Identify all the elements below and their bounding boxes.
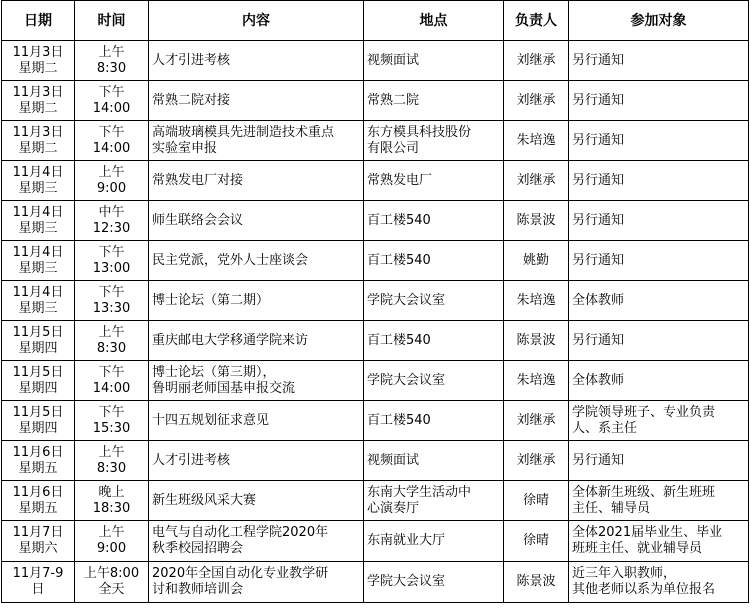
cell-owner-text: 陈景波: [516, 212, 556, 228]
cell-time-text: 上午 8:30: [96, 324, 127, 356]
table-body: [2, 41, 749, 603]
cell-owner: [504, 281, 569, 321]
cell-owner-text: 陈景波: [516, 574, 556, 589]
cell-location-text: 百工楼540: [367, 412, 431, 428]
cell-content-text: 电气与自动化工程学院2020年 秋季校园招聘会: [152, 525, 329, 556]
table-row: [2, 41, 749, 81]
cell-location: [364, 521, 504, 562]
cell-time: [75, 281, 149, 321]
cell-owner: [504, 481, 569, 521]
cell-owner: [504, 241, 569, 281]
cell-time-text: 中午 12:30: [92, 204, 131, 236]
cell-location-text: 百工楼540: [367, 332, 431, 348]
cell-owner-text: 姚勤: [522, 252, 549, 268]
cell-date: [2, 161, 75, 201]
cell-content: [149, 241, 364, 281]
cell-content: [149, 562, 364, 603]
cell-content: [149, 41, 364, 81]
cell-content-text: 十四五规划征求意见: [152, 412, 270, 428]
cell-attendees-text: 全体新生班级、新生班班 主任、辅导员: [572, 484, 716, 516]
cell-owner-text: 陈景波: [516, 332, 556, 348]
cell-owner-text: 徐晴: [522, 492, 549, 508]
cell-time-text: 上午8:00 全天: [83, 566, 140, 597]
table-row: [2, 521, 749, 562]
table-row: [2, 201, 749, 241]
cell-content-text: 师生联络会会议: [152, 212, 244, 228]
cell-location: [364, 121, 504, 161]
cell-location: [364, 81, 504, 121]
cell-date-text: 11月4日 星期三: [12, 204, 64, 236]
cell-location: [364, 361, 504, 401]
cell-location: [364, 321, 504, 361]
cell-date: [2, 401, 75, 441]
cell-content: [149, 361, 364, 401]
cell-date-text: 11月4日 星期三: [12, 164, 64, 196]
cell-date-text: 11月5日 星期四: [12, 324, 64, 356]
cell-owner: [504, 321, 569, 361]
cell-date-text: 11月3日 星期二: [12, 124, 64, 156]
header-owner: 负责人: [504, 1, 569, 41]
cell-content: [149, 161, 364, 201]
cell-content-text: 常熟发电厂对接: [152, 172, 244, 188]
cell-owner: [504, 201, 569, 241]
cell-time: [75, 41, 149, 81]
cell-location-text: 东南大学生活动中 心演奏厅: [367, 484, 472, 516]
cell-location: [364, 481, 504, 521]
cell-attendees: [569, 281, 749, 321]
cell-location-text: 视频面试: [367, 452, 420, 468]
cell-date: [2, 201, 75, 241]
schedule-table: [1, 0, 749, 603]
cell-owner: [504, 121, 569, 161]
cell-date: [2, 521, 75, 562]
cell-date-text: 11月6日 星期五: [12, 444, 64, 476]
cell-attendees-text: 另行通知: [572, 452, 625, 468]
cell-attendees-text: 另行通知: [572, 332, 625, 348]
cell-date: [2, 562, 75, 603]
cell-content-text: 民主党派，党外人士座谈会: [152, 252, 309, 268]
cell-location: [364, 201, 504, 241]
cell-date-text: 11月3日 星期二: [12, 44, 64, 76]
cell-content: [149, 81, 364, 121]
table-row: [2, 81, 749, 121]
cell-location: [364, 41, 504, 81]
cell-time-text: 上午 9:00: [96, 525, 127, 556]
cell-time-text: 上午 8:30: [96, 44, 127, 76]
header-date: 日期: [2, 1, 75, 41]
table-row: [2, 161, 749, 201]
cell-time: [75, 441, 149, 481]
cell-owner-text: 刘继承: [516, 172, 556, 188]
cell-location-text: 学院大会议室: [367, 372, 446, 388]
cell-location: [364, 441, 504, 481]
cell-location-text: 常熟二院: [367, 92, 420, 108]
cell-content-text: 博士论坛（第二期）: [152, 292, 270, 308]
cell-attendees-text: 全体教师: [572, 292, 625, 308]
cell-location-text: 百工楼540: [367, 252, 431, 268]
cell-attendees: [569, 321, 749, 361]
cell-content: [149, 441, 364, 481]
cell-owner-text: 朱培逸: [516, 132, 556, 148]
header-content: 内容: [149, 1, 364, 41]
cell-content-text: 新生班级风采大赛: [152, 492, 257, 508]
cell-location-text: 常熟发电厂: [367, 172, 433, 188]
cell-time-text: 下午 13:00: [92, 244, 131, 276]
cell-content: [149, 521, 364, 562]
cell-attendees-text: 另行通知: [572, 132, 625, 148]
cell-date-text: 11月6日 星期五: [12, 484, 64, 516]
cell-location-text: 东南就业大厅: [367, 533, 446, 548]
header-row: [2, 1, 749, 41]
cell-attendees-text: 另行通知: [572, 172, 625, 188]
table-row: [2, 121, 749, 161]
cell-attendees: [569, 562, 749, 603]
cell-owner-text: 刘继承: [516, 412, 556, 428]
cell-date: [2, 441, 75, 481]
cell-time: [75, 361, 149, 401]
cell-time-text: 下午 14:00: [92, 84, 131, 116]
cell-date-text: 11月4日 星期三: [12, 284, 64, 316]
cell-owner: [504, 401, 569, 441]
cell-attendees: [569, 521, 749, 562]
cell-attendees: [569, 81, 749, 121]
cell-location-text: 视频面试: [367, 52, 420, 68]
cell-location-text: 学院大会议室: [367, 574, 446, 589]
header-time: 时间: [75, 1, 149, 41]
cell-attendees: [569, 121, 749, 161]
cell-owner: [504, 361, 569, 401]
cell-time: [75, 121, 149, 161]
cell-time: [75, 521, 149, 562]
table-row: [2, 241, 749, 281]
cell-content: [149, 401, 364, 441]
cell-content-text: 高端玻璃模具先进制造技术重点 实验室申报: [152, 124, 335, 156]
cell-content: [149, 121, 364, 161]
cell-attendees-text: 全体教师: [572, 372, 625, 388]
cell-owner-text: 朱培逸: [516, 372, 556, 388]
cell-time-text: 晚上 18:30: [92, 484, 131, 516]
cell-time-text: 下午 14:00: [92, 124, 131, 156]
cell-attendees-text: 另行通知: [572, 212, 625, 228]
cell-time: [75, 81, 149, 121]
table-row: [2, 441, 749, 481]
cell-time: [75, 401, 149, 441]
cell-content-text: 2020年全国自动化专业教学研 讨和教师培训会: [152, 566, 329, 597]
cell-attendees: [569, 441, 749, 481]
cell-date: [2, 361, 75, 401]
cell-attendees: [569, 161, 749, 201]
cell-owner-text: 徐晴: [522, 533, 549, 548]
cell-attendees: [569, 201, 749, 241]
cell-date-text: 11月7日 星期六: [12, 525, 64, 556]
cell-date-text: 11月3日 星期二: [12, 84, 64, 116]
cell-date: [2, 121, 75, 161]
cell-owner-text: 刘继承: [516, 452, 556, 468]
cell-content-text: 重庆邮电大学移通学院来访: [152, 332, 309, 348]
cell-time: [75, 321, 149, 361]
cell-time: [75, 201, 149, 241]
cell-content-text: 人才引进考核: [152, 452, 231, 468]
cell-date: [2, 321, 75, 361]
cell-time-text: 上午 9:00: [96, 164, 127, 196]
cell-location: [364, 161, 504, 201]
cell-date: [2, 281, 75, 321]
cell-content-text: 人才引进考核: [152, 52, 231, 68]
cell-time-text: 下午 15:30: [92, 404, 131, 436]
cell-owner: [504, 81, 569, 121]
cell-owner-text: 刘继承: [516, 92, 556, 108]
table-row: [2, 321, 749, 361]
cell-time: [75, 481, 149, 521]
table-row: [2, 361, 749, 401]
cell-owner: [504, 441, 569, 481]
cell-time-text: 下午 14:00: [92, 364, 131, 396]
cell-time-text: 上午 8:30: [96, 444, 127, 476]
cell-attendees-text: 学院领导班子、专业负责 人、系主任: [572, 404, 716, 436]
cell-attendees: [569, 41, 749, 81]
cell-attendees: [569, 401, 749, 441]
header-location: 地点: [364, 1, 504, 41]
cell-owner: [504, 521, 569, 562]
cell-location: [364, 562, 504, 603]
cell-date-text: 11月5日 星期四: [12, 404, 64, 436]
cell-owner: [504, 41, 569, 81]
cell-attendees-text: 全体2021届毕业生、毕业 班班主任、就业辅导员: [572, 525, 723, 556]
cell-date: [2, 41, 75, 81]
cell-content: [149, 281, 364, 321]
cell-date-text: 11月7-9 日: [12, 566, 64, 597]
cell-content-text: 常熟二院对接: [152, 92, 231, 108]
cell-location: [364, 281, 504, 321]
cell-attendees-text: 近三年入职教师， 其他老师以系为单位报名: [572, 566, 716, 597]
cell-attendees: [569, 481, 749, 521]
cell-location: [364, 401, 504, 441]
table-row: [2, 562, 749, 603]
table-row: [2, 481, 749, 521]
cell-location-text: 百工楼540: [367, 212, 431, 228]
cell-date-text: 11月4日 星期三: [12, 244, 64, 276]
table-row: [2, 401, 749, 441]
cell-date-text: 11月5日 星期四: [12, 364, 64, 396]
cell-content: [149, 321, 364, 361]
table-header: [2, 1, 749, 41]
table-row: [2, 281, 749, 321]
cell-date: [2, 81, 75, 121]
cell-date: [2, 481, 75, 521]
cell-time-text: 下午 13:30: [92, 284, 131, 316]
cell-attendees-text: 另行通知: [572, 92, 625, 108]
cell-time: [75, 241, 149, 281]
cell-time: [75, 161, 149, 201]
cell-owner: [504, 161, 569, 201]
cell-attendees: [569, 241, 749, 281]
cell-location-text: 东方模具科技股份 有限公司: [367, 124, 472, 156]
cell-attendees-text: 另行通知: [572, 52, 625, 68]
cell-attendees-text: 另行通知: [572, 252, 625, 268]
cell-content-text: 博士论坛（第三期）， 鲁明丽老师国基申报交流: [152, 364, 296, 396]
cell-owner-text: 朱培逸: [516, 292, 556, 308]
cell-content: [149, 201, 364, 241]
cell-time: [75, 562, 149, 603]
cell-attendees: [569, 361, 749, 401]
cell-location: [364, 241, 504, 281]
cell-content: [149, 481, 364, 521]
cell-date: [2, 241, 75, 281]
cell-owner-text: 刘继承: [516, 52, 556, 68]
cell-location-text: 学院大会议室: [367, 292, 446, 308]
header-attendees: 参加对象: [569, 1, 749, 41]
cell-owner: [504, 562, 569, 603]
